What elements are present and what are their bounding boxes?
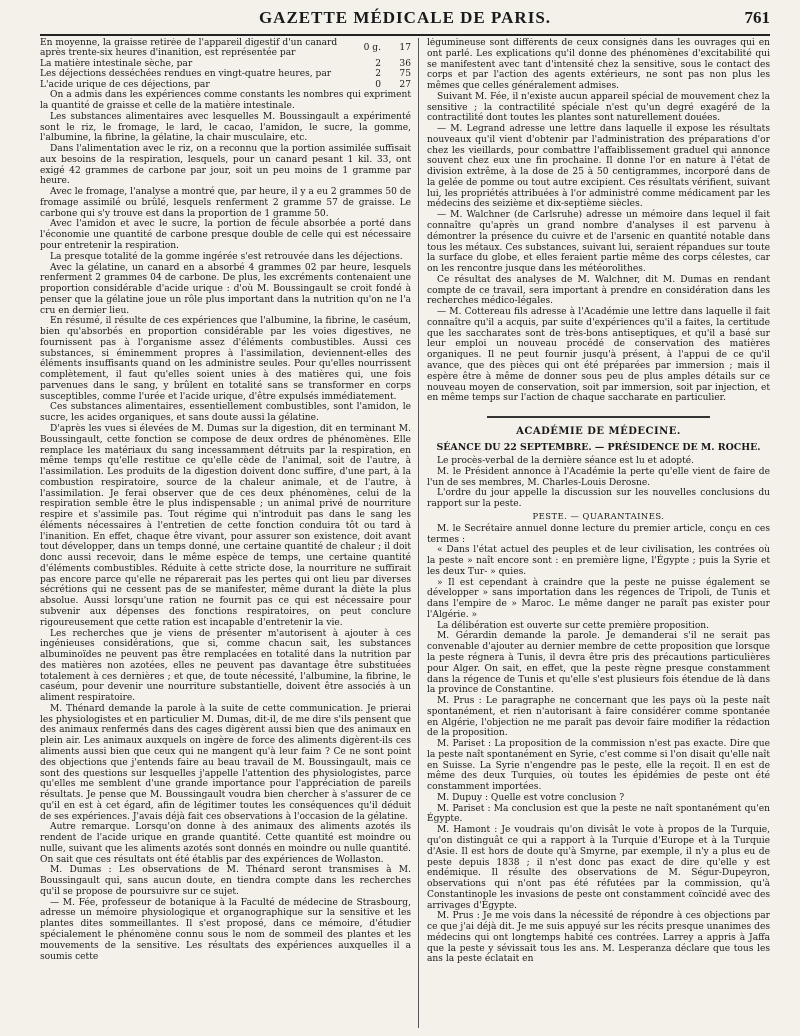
paragraph: Les substances alimentaires avec lesquelles M. Boussingault a expérimenté sont le riz, le fromage, le lard, le cacao, l'amidon, le sucre, la gomme, l'albumine, la fibrine, la gélatine, la chair musculaire, etc. — [40, 111, 411, 144]
paragraph: L'ordre du jour appelle la discussion sur les nouvelles conclusions du rapport sur la peste. — [427, 488, 770, 510]
measurement-value: 27 — [399, 79, 411, 90]
session-heading: SÉANCE DU 22 SEPTEMBRE. — PRÉSIDENCE DE M. ROCHE. — [436, 441, 761, 453]
paragraph: M. Gérardin demande la parole. Je demanderai s'il ne serait pas convenable d'ajouter au dernier membre de cette proposition que lorsque la peste régnera à Tunis, il devra être pris des précautions particulières pour Alger. On sait, en effet, que la peste règne presque constamment dans la régence de Tunis et qu'elle s'est plusieurs fois étendue de là dans la province de Constantine. — [427, 631, 770, 696]
paragraph: On a admis dans les expériences comme constants les nombres qui expriment la quantité de graisse et celle de la matière intestinale. — [40, 90, 411, 112]
subsection-heading: PESTE. — QUARANTAINES. — [532, 510, 665, 521]
paragraph: « Dans l'état actuel des peuples et de leur civilisation, les contrées où la peste » naît encore sont : en première ligne, l'Égypte ; puis la Syrie et les deux Tur- » quies. — [427, 545, 770, 577]
paragraph: Le procès-verbal de la dernière séance est lu et adopté. — [437, 456, 695, 467]
paragraph: M. Prus : Je me vois dans la nécessité de répondre à ces objections par ce que j'ai déjà dit. Je me suis appuyé sur les récits presque unanimes des médecins qui ont longtemps habité ces contrées. Larrey a appris à Jaffa que la peste y sévissait tous les ans. M. Lesperanza déclare que tous les ans la peste éclatait en — [427, 911, 770, 965]
paragraph: La presque totalité de la gomme ingérée s'est retrouvée dans les déjections. — [50, 251, 403, 262]
paragraph: Autre remarque. Lorsqu'on donne à des animaux des aliments azotés ils rendent de l'acide urique en grande quantité. Cette quantité est moindre ou nulle, suivant que les aliments azotés sont donnés en moindre ou nulle quantité. On sait que ces résultats ont été établis par des expériences de Wollaston. — [40, 822, 411, 865]
paragraph: Avec la gélatine, un canard en a absorbé 4 grammes 02 par heure, lesquels renferment 2 grammes 04 de carbone. De plus, les excréments contenaient une proportion considérable d'acide urique : d'où M. Boussingault se croit fondé à penser que la gélatine joue un rôle plus important dans la nutrition qu'on ne l'a cru en dernier lieu. — [40, 262, 411, 316]
section-heading: ACADÉMIE DE MÉDECINE. — [516, 426, 681, 438]
journal-title: GAZETTE MÉDICALE DE PARIS. — [258, 8, 552, 27]
measurement-value: 2 — [375, 69, 381, 80]
paragraph: Avec l'amidon et avec le sucre, la portion de fécule absorbée a porté dans l'économie une quantité de carbone presque double de celle qui est nécessaire pour entretenir la respiration. — [40, 219, 411, 251]
paragraph: M. Dupuy : Quelle est votre conclusion ? — [437, 792, 625, 803]
measurement-value: 75 — [399, 69, 411, 80]
paragraph: légumineuse sont différents de ceux consignés dans les ouvrages qui en ont parlé. Les explications qu'il donne des phénomènes d'excitabilité qui se manifestent avec tant d'intensité chez la sensitive, sous le contact des corps et par l'action des agents extérieurs, ne sont pas non plus les mêmes que celles généralement admises. — [427, 38, 770, 92]
paragraph: D'après les vues si élevées de M. Dumas sur la digestion, dit en terminant M. Boussingault, cette fonction se compose de deux ordres de phénomènes. Elle remplace les matériaux du sang incessamment détruits par la respiration, en même temps qu'elle restitue ce qu'elle cède de l'animal, soit de l'autre, à l'assimilation. Les produits de la digestion doivent donc suffire, d'une part, à la combustion respiratoire, source de la chaleur animale, et de l'autre, à l'assimilation. Je ferai observer que de ces deux phénomènes, celui de la respiration semble être le plus indispensable ; un animal privé de nourriture respire et s'assimile pas. Tout régime qui n'introduit pas dans le sang les éléments nécessaires à l'entretien de cette fonction conduira tôt ou tard à l'inanition. En effet, chaque être vivant, pour assurer son existence, doit avant tout développer, dans un temps donné, une certaine quantité de chaleur ; il doit donc aussi recevoir, dans le même espèce de temps, une certaine quantité d'éléments combustibles. Réduite à cette stricte dose, la nourriture ne suffirait pas encore parce qu'elle ne réparerait pas les pertes qui ont lieu par diverses sécrétions qui ne cessent pas de se manifester, même durant la diète la plus absolue. Aussi lorsqu'une ration ne fournit pas ce qui est nécessaire pour subvenir aux dépenses des fonctions respiratoires, on peut conclure rigoureusement que cette ration est incapable d'entretenir la vie. — [40, 424, 411, 628]
measurement-value: 0 — [375, 79, 381, 90]
paragraph: La délibération est ouverte sur cette première proposition. — [437, 620, 710, 631]
paragraph: Suivant M. Fée, il n'existe aucun appareil spécial de mouvement chez la sensitive ; la contractilité spéciale n'est qu'un degré exagéré de la contractilité dont toutes les plantes sont naturellement douées. — [427, 91, 770, 124]
page-header — [40, 6, 770, 36]
paragraph: Les recherches que je viens de présenter m'autorisent à ajouter à ces ingénieuses considérations, que si, comme chacun sait, les substances albuminoïdes ne peuvent pas être remplacées en totalité dans la nutrition par des matières non azotées, elles ne peuvent pas davantage être substituées totalement à ces dernières ; et que, de toute nécessité, l'albumine, la fibrine, le caséum, pour devenir une nourriture substantielle, doivent être associés à un aliment respiratoire. — [40, 628, 411, 704]
measurements-table — [40, 38, 411, 90]
measurement-label: L'acide urique de ces déjections, par — [40, 79, 210, 90]
right-column — [427, 38, 770, 1030]
paragraph: M. Hamont : Je voudrais qu'on divisât le vote à propos de la Turquie, qu'on distinguât ce qui a rapport à la Turquie d'Europe et à la Turquie d'Asie. Il est hors de doute qu'à Smyrne, par exemple, il n'y a plus eu de peste depuis 1838 ; il n'est donc pas exact de dire qu'elle y est endémique. Il résulte des observations de M. Ségur-Dupeyron, observations qui n'ont pas été réfutées par la commission, qu'à Constantinople les invasions de peste ont constamment coïncidé avec des arrivages d'Égypte. — [427, 825, 770, 911]
paragraph: Dans l'alimentation avec le riz, on a reconnu que la portion assimilée suffisait aux besoins de la respiration, lesquels, pour un canard pesant 1 kil. 33, ont exigé 42 grammes de carbone par jour, soit un peu moins de 1 gramme par heure. — [40, 144, 411, 187]
measurement-row — [40, 69, 411, 79]
measurement-value: 17 — [399, 43, 411, 54]
paragraph: — M. Walchner (de Carlsruhe) adresse un mémoire dans lequel il fait connaître qu'après un grand nombre d'analyses il est parvenu à démontrer la présence du cuivre et de l'arsenic en quantité notable dans tous les métaux. Ces substances, suivant lui, seraient répandues sur toute la surface du globe, et elles feraient partie même des corps célestes, car on les rencontre jusque dans les météorolithes. — [427, 210, 770, 275]
paragraph: Ce résultat des analyses de M. Walchner, dit M. Dumas en rendant compte de ce travail, sera important à prendre en considération dans les recherches médico-légales. — [427, 274, 770, 307]
measurement-value: 36 — [399, 58, 411, 69]
measurement-label: La matière intestinale sèche, par — [40, 58, 193, 69]
measurement-label: En moyenne, la graisse retirée de l'appareil digestif d'un canard après trente-six heures d'inanition, est représentée par — [40, 38, 338, 59]
paragraph: M. le Secrétaire annuel donne lecture du premier article, conçu en ces termes : — [427, 523, 770, 545]
measurement-value: 0 g. — [363, 43, 381, 54]
page-number: 761 — [744, 8, 770, 27]
column-divider — [418, 38, 419, 1028]
paragraph: Ces substances alimentaires, essentiellement combustibles, sont l'amidon, le sucre, les acides organiques, et sans doute aussi la gélatine. — [40, 402, 411, 424]
measurement-value: 2 — [375, 58, 381, 69]
paragraph: M. Thénard demande la parole à la suite de cette communication. Je prierai les physiologistes et en particulier M. Dumas, dit-il, de me dire s'ils pensent que des animaux renfermés dans des cages digèrent aussi bien que des animaux en plein air. Les animaux auxquels on ingère de force des aliments digèrent-ils ces aliments aussi bien que ceux qui ne mangent qu'à leur faim ? Ce ne sont point des objections que j'entends faire au beau travail de M. Boussingault, mais ce sont des questions sur lesquelles j'appelle l'attention des physiologistes, parce qu'elles me semblent d'une grande importance pour l'appréciation de pareils résultats. Je pense que M. Boussingault voudra bien chercher à s'assurer de ce qu'il en est à cet égard, afin de légitimer toutes les conséquences qu'il déduit de ses expériences. J'avais déjà fait ces observations à l'occasion de la gélatine. — [40, 703, 411, 822]
paragraph: — M. Fée, professeur de botanique à la Faculté de médecine de Strasbourg, adresse un mémoire physiologique et organographique sur la sensitive et les plantes dites sommeillantes. Il s'est proposé, dans ce mémoire, d'étudier spécialement le phénomène connu sous le nom de sommeil des plantes et les mouvements de la sensitive. Les résultats des expériences auxquelles il a soumis cette — [40, 897, 411, 962]
measurement-row — [40, 80, 411, 90]
left-column — [40, 38, 411, 1030]
paragraph: En résumé, il résulte de ces expériences que l'albumine, la fibrine, le caséum, bien qu'absorbés en proportion considérable par les voies digestives, ne fournissent pas à l'organisme assez d'éléments combustibles. Aussi ces substances, si éminemment propres à l'assimilation, deviennent-elles des éléments insuffisants quand on les administre seules. Pour qu'elles nourrissent complètement, il faut qu'elles soient unies à des matières qui, une fois parvenues dans le sang, y brûlent en totalité sans se transformer en corps susceptibles, comme l'urée et l'acide urique, d'être expulsés immédiatement. — [40, 316, 411, 402]
paragraph: — M. Legrand adresse une lettre dans laquelle il expose les résultats nouveaux qu'il vient d'obtenir par l'administration des préparations d'or chez les vieillards, pour combattre l'affaiblissement graduel qui annonce souvent chez eux une fin prochaine. Il donne l'or en nature à l'état de division extrême, à la dose de 25 à 50 centigrammes, incorporé dans de la gelée de pomme ou tout autre excipient. Ces résultats vérifient, suivant lui, les propriétés attribuées à l'or administré comme médicament par les médecins des seizième et dix-septième siècles. — [427, 124, 770, 210]
measurement-row — [40, 59, 411, 69]
paragraph: M. Prus : Le paragraphe ne concernant que les pays où la peste naît spontanément, et rien n'autorisant à faire considérer comme spontanée en Algérie, l'objection ne me paraît pas devoir faire modifier la rédaction de la proposition. — [427, 696, 770, 739]
paragraph: M. Pariset : La proposition de la commission n'est pas exacte. Dire que la peste naît spontanément en Syrie, c'est comme si l'on disait qu'elle naît en Suisse. La Syrie n'engendre pas le peste, elle la reçoit. Il en est de même des deux Turquies, où toutes les épidémies de peste ont été constamment importées. — [427, 739, 770, 793]
section-rule — [487, 416, 710, 418]
paragraph: M. Pariset : Ma conclusion est que la peste ne naît spontanément qu'en Égypte. — [427, 803, 770, 825]
paragraph: » Il est cependant à craindre que la peste ne puisse également se développer » sans importation dans les régences de Tripoli, de Tunis et dans l'empire de » Maroc. Le même danger ne paraît pas exister pour l'Algérie. » — [427, 577, 770, 620]
paragraph: — M. Cottereau fils adresse à l'Académie une lettre dans laquelle il fait connaître qu'il a acquis, par suite d'expériences qu'il a faites, la certitude que les saccharates sont de très-bons antiseptiques, et qu'il a basé sur leur emploi un nouveau procédé de conservation des matières organiques. Il ne peut fournir jusqu'à présent, à l'appui de ce qu'il avance, que des pièces qui ont été préparées par immersion ; mais il espère être à même de donner sous peu de plus amples détails sur ce nouveau moyen de conservation, soit par immersion, soit par injection, et en même temps sur l'action de chaque saccharate en particulier. — [427, 307, 770, 404]
paragraph: M. Dumas : Les observations de M. Thénard seront transmises à M. Boussingault qui, sans aucun doute, en tiendra compte dans les recherches qu'il se propose de poursuivre sur ce sujet. — [40, 865, 411, 897]
measurement-label: Les déjections desséchées rendues en vingt-quatre heures, par — [40, 69, 332, 80]
paragraph: M. le Président annonce à l'Académie la perte qu'elle vient de faire de l'un de ses membres, M. Charles-Louis Derosne. — [427, 466, 770, 488]
measurement-row — [40, 38, 411, 59]
paragraph: Avec le fromage, l'analyse a montré que, par heure, il y a eu 2 grammes 50 de fromage assimilé ou brûlé, lesquels renferment 2 gramme 57 de graisse. Le carbone qui s'y trouve est dans la proportion de 1 gramme 50. — [40, 187, 411, 219]
